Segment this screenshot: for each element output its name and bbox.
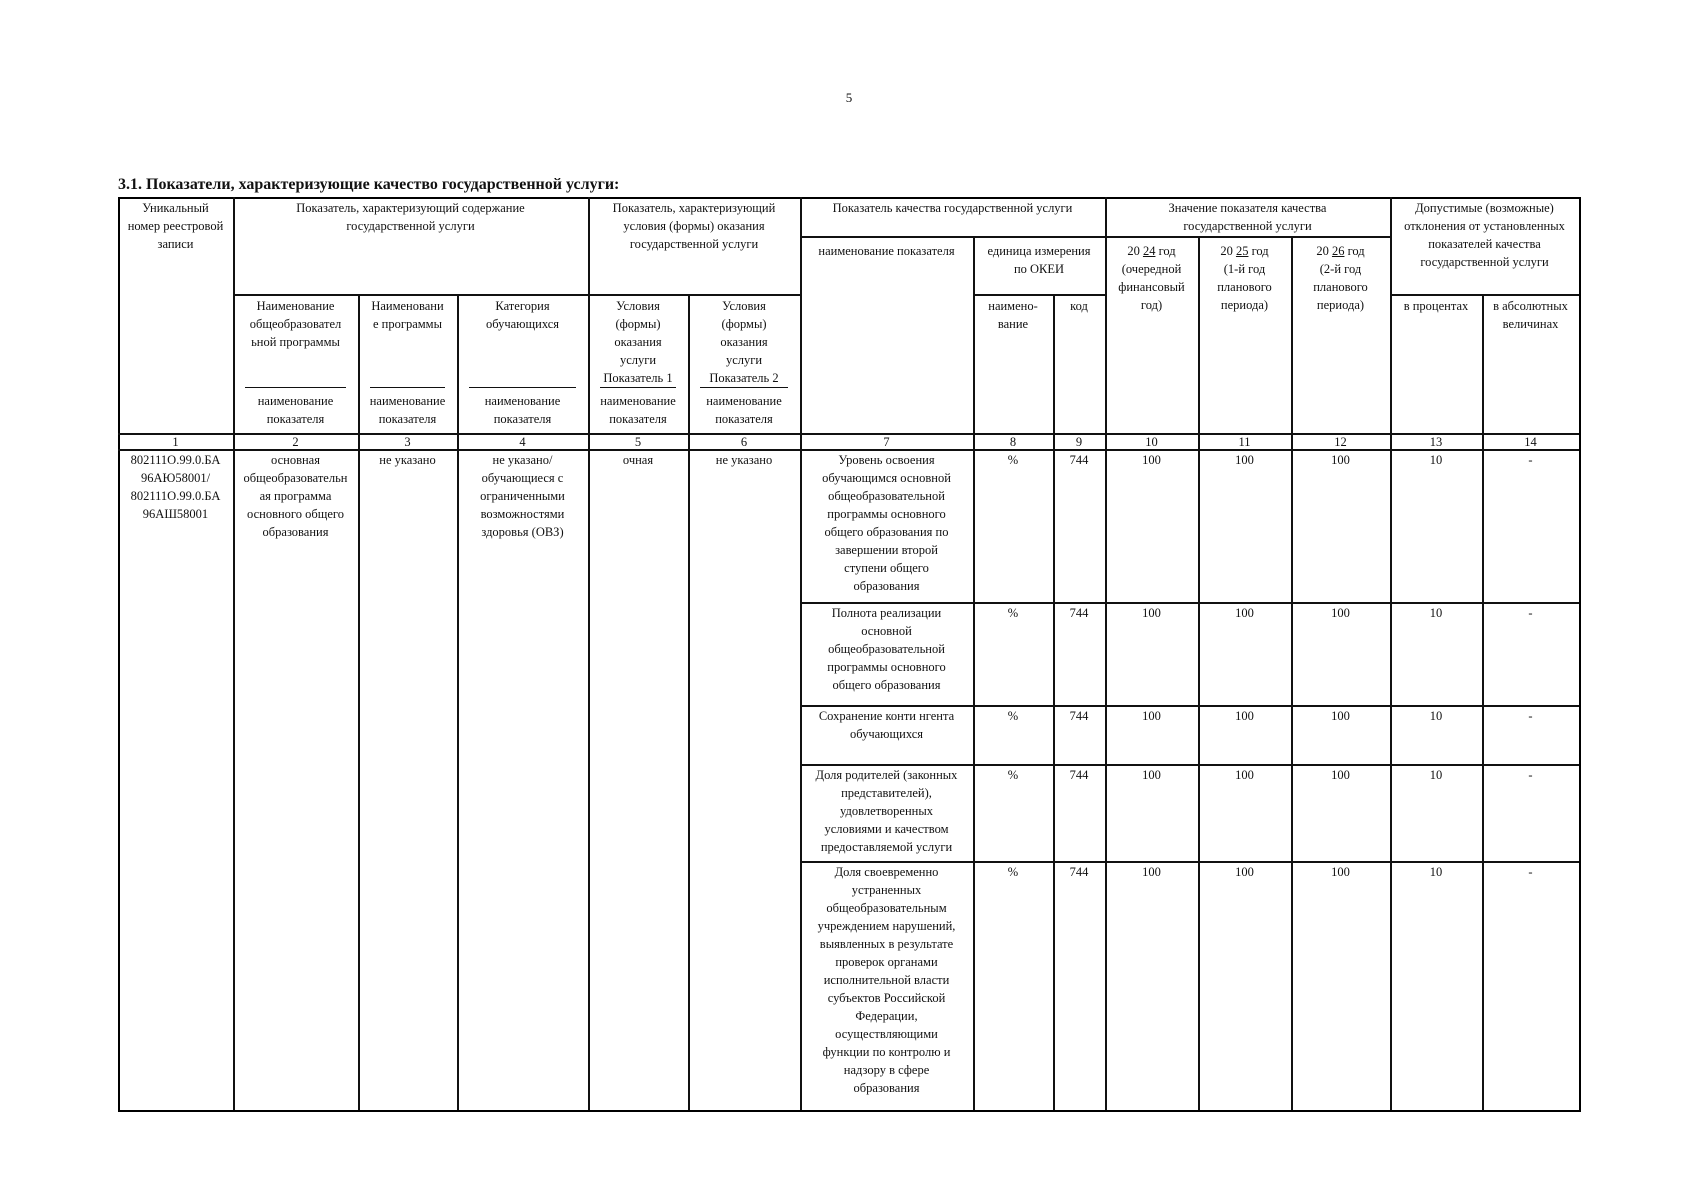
indicator-name: Доля своевременно устраненных общеобразовательным учреждением нарушений, выявленных в результате проверок органами исполнительной власти субъектов Российской Федерации, осуществляющими функции по контролю и надзору в сфере образования (817, 865, 956, 1095)
indicator-deviation-absolute: - (1528, 606, 1533, 620)
header-name-label: наименование показателя (600, 394, 676, 426)
header-divider (1390, 294, 1579, 296)
record-condition-1: очная (622, 453, 654, 467)
record-condition-2: не указано (715, 453, 773, 467)
column-divider (973, 236, 975, 1110)
record-program: не указано (379, 453, 436, 467)
indicator-deviation-absolute: - (1528, 709, 1533, 723)
header-name-label: наименование показателя (257, 394, 334, 426)
column-number: 3 (404, 435, 411, 449)
table-border-left (118, 197, 120, 1110)
header-program: Наименовани е программы (371, 299, 444, 331)
header-year2-period: (1-й год планового периода) (1217, 262, 1272, 312)
indicator-unit: % (1007, 768, 1019, 782)
header-divider (233, 294, 800, 296)
indicator-value-2025: 100 (1235, 453, 1254, 467)
indicator-value-2026: 100 (1331, 606, 1350, 620)
indicator-code: 744 (1069, 453, 1089, 467)
label-separator (469, 387, 576, 388)
indicator-code: 744 (1069, 709, 1089, 723)
indicator-value-2026: 100 (1331, 453, 1350, 467)
table-border-right (1579, 197, 1581, 1112)
indicator-name: Полнота реализации основной общеобразовательной программы основного общего образования (827, 606, 946, 692)
indicator-deviation-percent: 10 (1429, 606, 1443, 620)
indicator-code: 744 (1069, 768, 1089, 782)
header-divider (800, 236, 1390, 238)
header-unique-number: Уникальный номер реестровой записи (127, 201, 224, 251)
indicator-value-2024: 100 (1142, 709, 1161, 723)
label-separator (700, 387, 788, 388)
indicator-value-2025: 100 (1235, 865, 1254, 879)
header-content-group: Показатель, характеризующий содержание государственной услуги (296, 201, 525, 233)
section-title: 3.1. Показатели, характеризующие качество государственной услуги: (118, 176, 620, 193)
year-value: 25 (1235, 244, 1249, 258)
indicator-value-2025: 100 (1235, 709, 1254, 723)
column-number: 2 (292, 435, 299, 449)
table-border-bottom (118, 1110, 1579, 1112)
indicator-value-2024: 100 (1142, 768, 1161, 782)
column-number: 13 (1429, 435, 1443, 449)
header-unit-name: наимено- вание (988, 299, 1038, 331)
indicator-deviation-percent: 10 (1429, 768, 1443, 782)
registry-number: 802111О.99.0.БА 96АЮ58001/ 802111О.99.0.БА 96АШ58001 (130, 453, 221, 521)
column-number: 12 (1334, 435, 1347, 449)
column-divider (1105, 197, 1107, 1110)
header-divider (973, 294, 1105, 296)
column-divider (1482, 294, 1484, 1110)
indicator-deviation-percent: 10 (1429, 453, 1443, 467)
header-name-label: наименование показателя (706, 394, 782, 426)
record-category: не указано/ обучающиеся с ограниченными возможностями здоровья (ОВЗ) (480, 453, 565, 539)
header-deviation-group: Допустимые (возможные) отклонения от установленных показателей качества государственной услуги (1404, 201, 1565, 269)
column-number: 4 (519, 435, 526, 449)
indicator-name: Сохранение конти нгента обучающихся (818, 709, 955, 741)
year-value: 26 (1331, 244, 1345, 258)
header-year2-label (1198, 242, 1291, 260)
column-number: 8 (1009, 435, 1017, 449)
indicator-value-2024: 100 (1142, 606, 1161, 620)
indicator-code: 744 (1069, 606, 1089, 620)
indicator-unit: % (1007, 709, 1019, 723)
header-category: Категория обучающихся (485, 299, 560, 331)
header-indicator-name: наименование показателя (818, 244, 955, 258)
record-program-name: основная общеобразовательн ая программа основного общего образования (243, 453, 348, 539)
indicator-deviation-absolute: - (1528, 453, 1533, 467)
column-number: 14 (1524, 435, 1537, 449)
year-suffix: год (1344, 244, 1365, 258)
header-year3-label (1291, 242, 1390, 260)
header-unit-okei: единица измерения по ОКЕИ (987, 244, 1091, 276)
indicator-deviation-percent: 10 (1429, 709, 1443, 723)
indicator-name: Уровень освоения обучающимся основной общеобразовательной программы основного общего образования по завершении второй ступени общего образования (822, 453, 951, 593)
indicator-value-2026: 100 (1331, 768, 1350, 782)
header-percent: в процентах (1403, 299, 1469, 313)
label-separator (245, 387, 346, 388)
year-prefix: 20 (1316, 244, 1332, 258)
label-separator (600, 387, 676, 388)
year-suffix: год (1248, 244, 1269, 258)
column-number: 7 (883, 435, 890, 449)
year-value: 24 (1142, 244, 1156, 258)
header-program-name: Наименование общеобразовател ьной программы (249, 299, 342, 349)
header-conditions-group: Показатель, характеризующий условия (формы) оказания государственной услуги (612, 201, 776, 251)
header-name-label: наименование показателя (484, 394, 561, 426)
indicator-value-2024: 100 (1142, 453, 1161, 467)
year-suffix: год (1155, 244, 1176, 258)
indicator-value-2026: 100 (1331, 865, 1350, 879)
column-number: 5 (634, 435, 642, 449)
column-divider (1291, 236, 1293, 1110)
column-number: 9 (1075, 435, 1083, 449)
indicator-deviation-percent: 10 (1429, 865, 1443, 879)
indicator-unit: % (1007, 606, 1019, 620)
header-year3-period: (2-й год планового периода) (1313, 262, 1368, 312)
indicator-value-2025: 100 (1235, 606, 1254, 620)
header-quality-group: Показатель качества государственной услуги (832, 201, 1073, 215)
column-divider (1053, 294, 1055, 1110)
indicator-unit: % (1007, 865, 1019, 879)
column-divider (1390, 197, 1392, 1110)
header-values-group: Значение показателя качества государственной услуги (1168, 201, 1327, 233)
column-number: 10 (1145, 435, 1158, 449)
header-condition-1: Условия (формы) оказания услуги Показатель 1 (603, 299, 673, 385)
year-prefix: 20 (1127, 244, 1143, 258)
column-number: 6 (740, 435, 748, 449)
column-number: 1 (172, 435, 179, 449)
indicator-code: 744 (1069, 865, 1089, 879)
header-year1-period: (очередной финансовый год) (1118, 262, 1185, 312)
indicator-value-2024: 100 (1142, 865, 1161, 879)
label-separator (370, 387, 445, 388)
year-prefix: 20 (1220, 244, 1236, 258)
column-divider (1198, 236, 1200, 1110)
indicator-value-2026: 100 (1331, 709, 1350, 723)
header-absolute: в абсолютных величинах (1493, 299, 1568, 331)
header-name-label: наименование показателя (369, 394, 446, 426)
header-unit-code: код (1070, 299, 1088, 313)
column-number: 11 (1238, 435, 1251, 449)
page-number: 5 (845, 90, 853, 105)
header-condition-2: Условия (формы) оказания услуги Показатель 2 (709, 299, 779, 385)
header-year1-label (1105, 242, 1198, 260)
indicator-name: Доля родителей (законных представителей), удовлетворенных условиями и качеством предоставляемой услуги (815, 768, 958, 854)
indicator-value-2025: 100 (1235, 768, 1254, 782)
indicator-deviation-absolute: - (1528, 768, 1533, 782)
indicator-deviation-absolute: - (1528, 865, 1533, 879)
indicator-unit: % (1007, 453, 1019, 467)
